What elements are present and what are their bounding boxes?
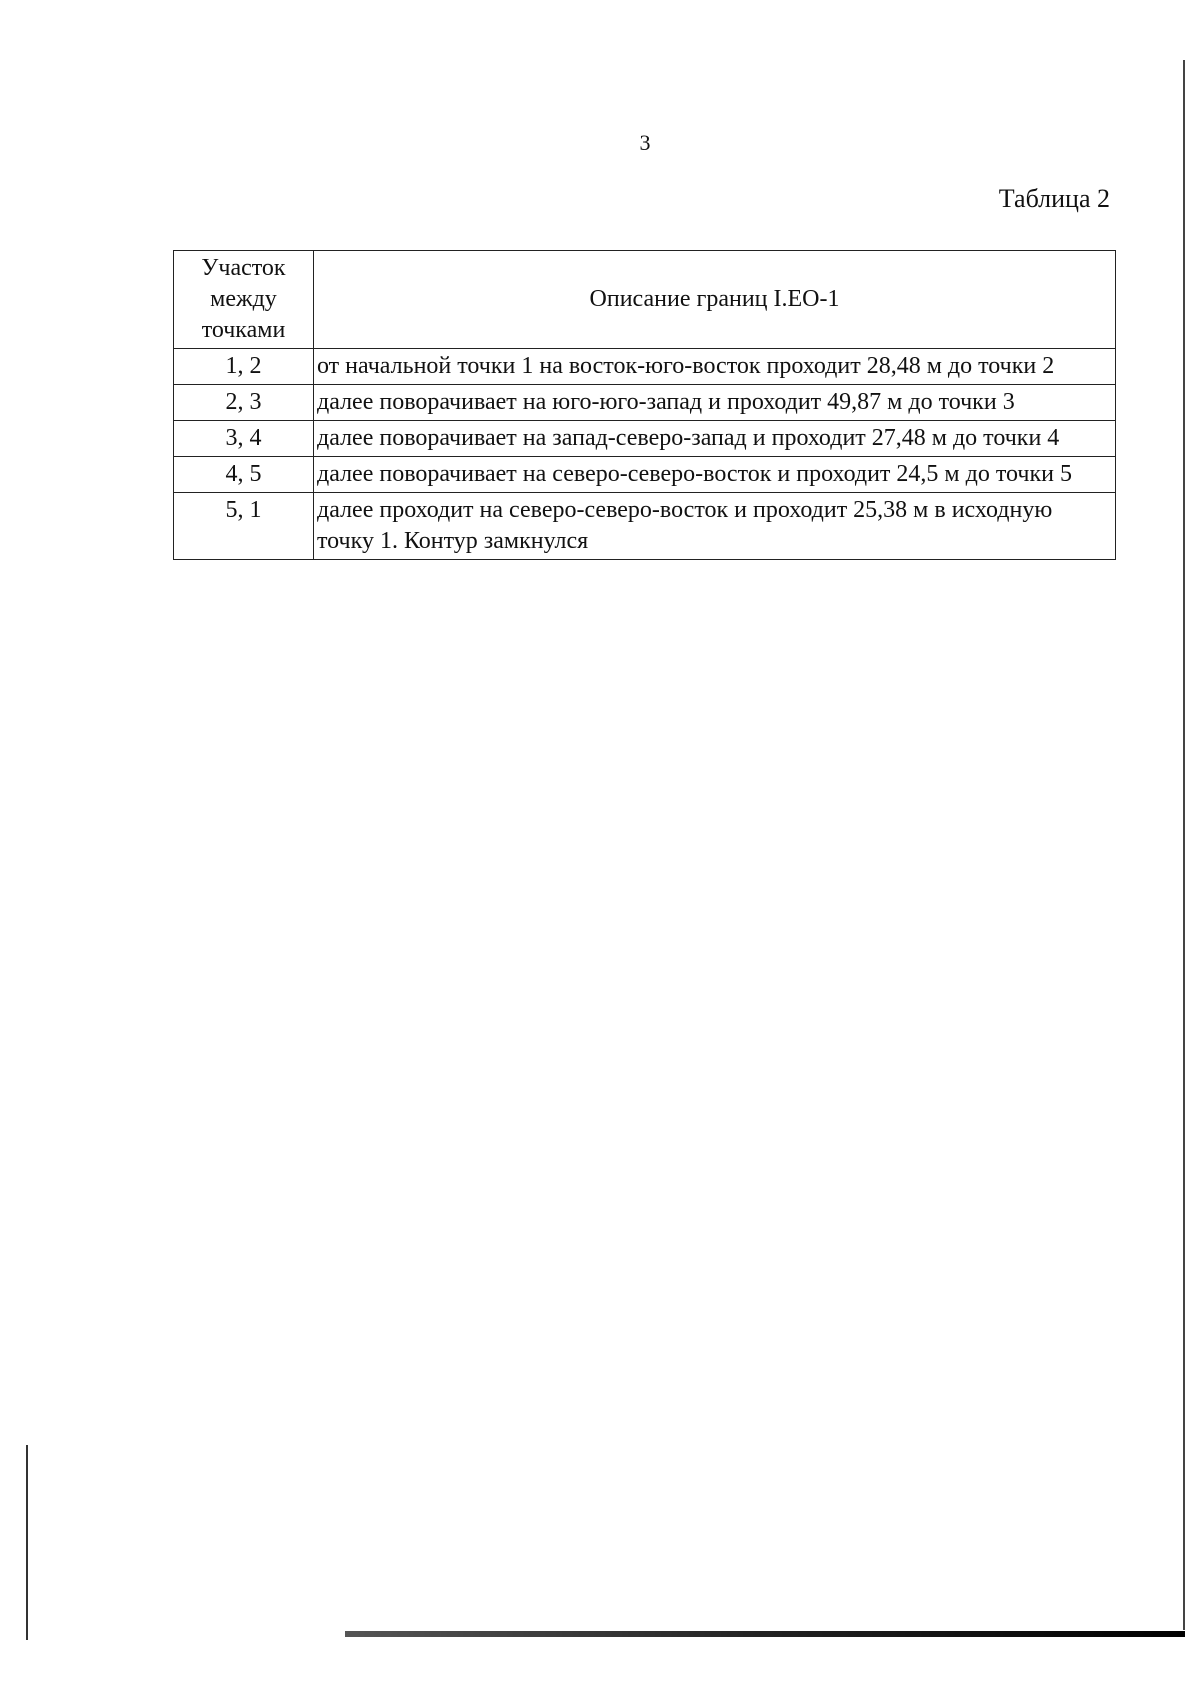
segment-cell: 3, 4 (174, 421, 314, 457)
scan-edge-left (26, 1445, 28, 1640)
description-cell: от начальной точки 1 на восток-юго-восток проходит 28,48 м до точки 2 (314, 349, 1116, 385)
header-description: Описание границ I.EO-1 (314, 251, 1116, 349)
description-cell: далее поворачивает на запад-северо-запад и проходит 27,48 м до точки 4 (314, 421, 1116, 457)
table-row (174, 421, 1116, 457)
segment-cell: 4, 5 (174, 457, 314, 493)
segment-cell: 2, 3 (174, 385, 314, 421)
table-row (174, 493, 1116, 560)
description-cell: далее проходит на северо-северо-восток и проходит 25,38 м в исходную точку 1. Контур замкнулся (314, 493, 1116, 560)
table-row (174, 385, 1116, 421)
scan-edge-bottom (345, 1631, 1185, 1637)
table-row (174, 457, 1116, 493)
description-cell: далее поворачивает на северо-северо-восток и проходит 24,5 м до точки 5 (314, 457, 1116, 493)
table-caption: Таблица 2 (998, 184, 1110, 213)
page-number: 3 (639, 130, 651, 155)
header-segment: Участок между точками (174, 251, 314, 349)
segment-cell: 1, 2 (174, 349, 314, 385)
boundary-table (173, 250, 1116, 560)
segment-cell: 5, 1 (174, 493, 314, 560)
table-header-row (174, 251, 1116, 349)
table-row (174, 349, 1116, 385)
scan-edge-right (1183, 60, 1185, 1630)
description-cell: далее поворачивает на юго-юго-запад и проходит 49,87 м до точки 3 (314, 385, 1116, 421)
